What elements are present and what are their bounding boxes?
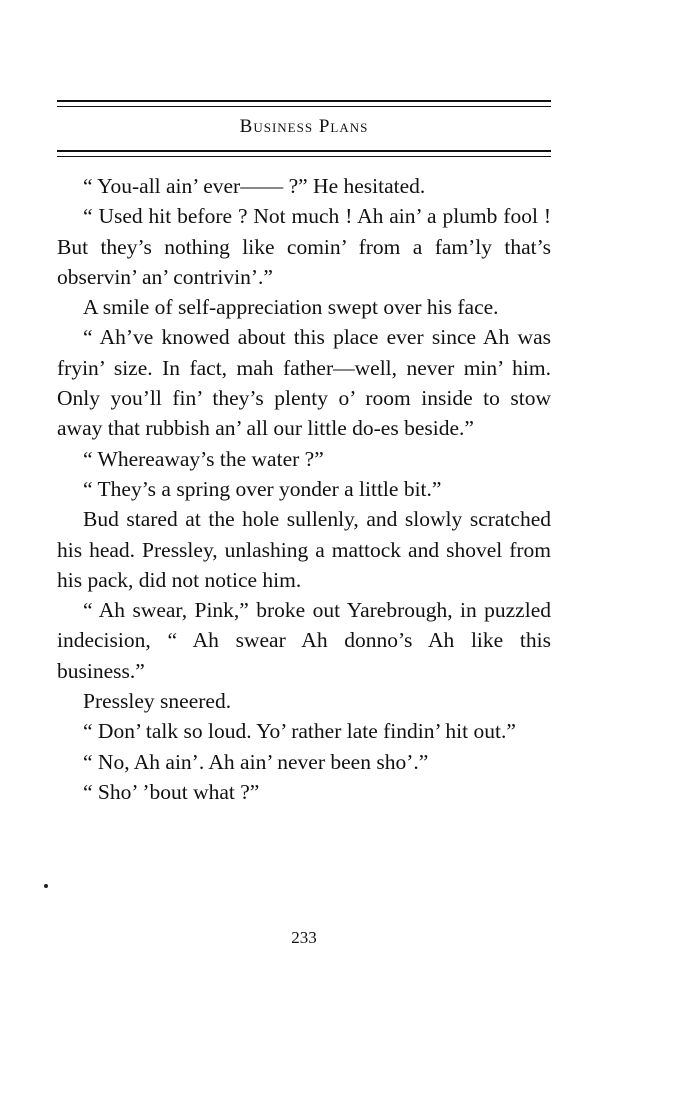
paragraph: Bud stared at the hole sullenly, and slowly scratched his head. Pressley, unlashing a mattock and shovel from his pack, did not notice him.	[57, 507, 551, 592]
paragraph: “ Used hit before ? Not much ! Ah ain’ a plumb fool ! But they’s nothing like comin’ from a fam’ly that’s observin’ an’ contrivin’.”	[57, 204, 551, 289]
header-rule-top	[57, 100, 551, 107]
paragraph: “ Sho’ ’bout what ?”	[83, 779, 260, 804]
paragraph: “ You-all ain’ ever—— ?” He hesitated.	[83, 174, 426, 198]
header-rule-bottom	[57, 150, 551, 157]
margin-mark	[44, 884, 48, 888]
paragraph: A smile of self-appreciation swept over his face.	[83, 295, 499, 320]
paragraph: “ Ah’ve knowed about this place ever since Ah was fryin’ size. In fact, mah father—well, never min’ him. Only you’ll fin’ they’s plenty o’ room inside to stow away that rubbish an’ all our little do-es beside.”	[57, 325, 551, 441]
paragraph: “ Whereaway’s the water ?”	[83, 446, 324, 471]
paragraph: “ No, Ah ain’. Ah ain’ never been sho’.”	[83, 749, 429, 774]
body-text	[57, 171, 551, 807]
paragraph: “ Ah swear, Pink,” broke out Yarebrough, in puzzled indecision, “ Ah swear Ah donno’s Ah like this business.”	[57, 598, 551, 683]
paragraph: “ Don’ talk so loud. Yo’ rather late findin’ hit out.”	[83, 719, 516, 744]
paragraph: “ They’s a spring over yonder a little bit.”	[83, 476, 442, 501]
paragraph: Pressley sneered.	[83, 689, 232, 714]
page-number: 233	[291, 928, 317, 947]
running-head: Business Plans	[239, 116, 369, 137]
